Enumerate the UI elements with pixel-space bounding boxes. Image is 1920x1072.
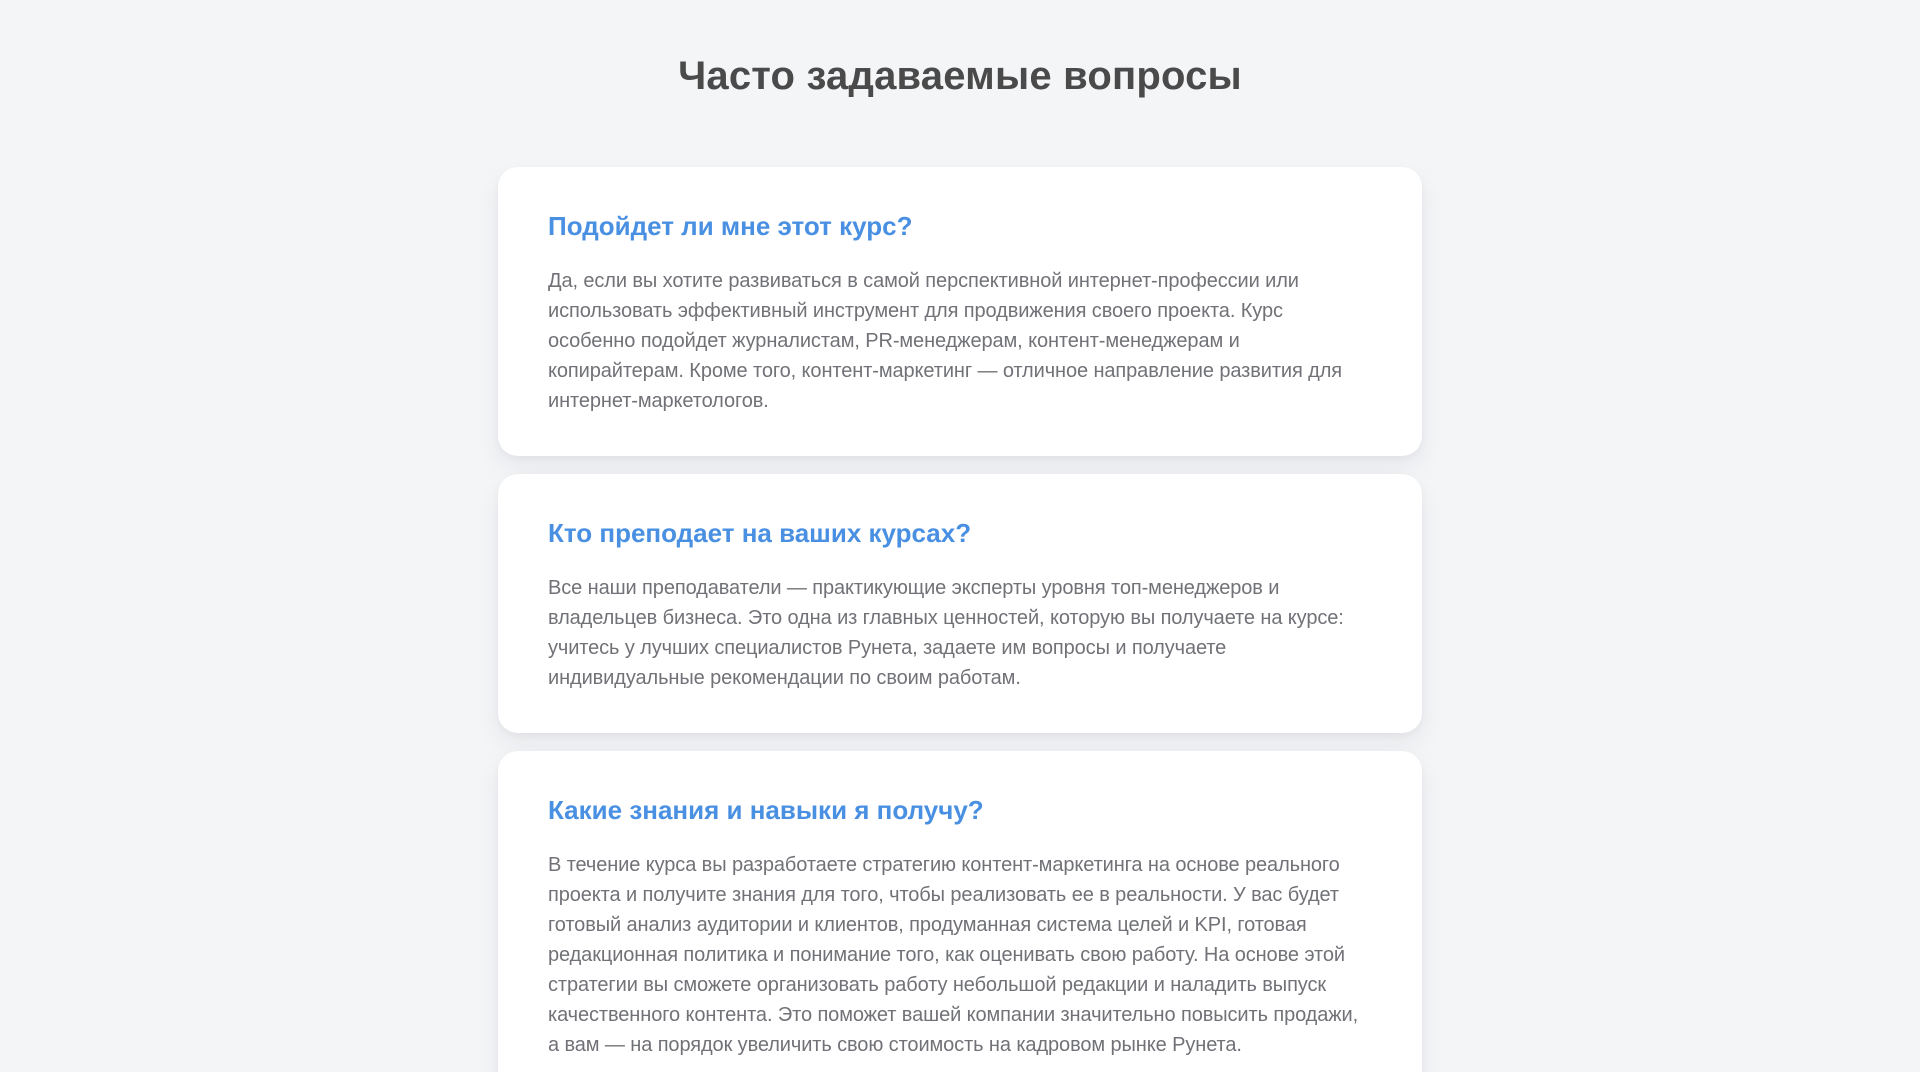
faq-list: [498, 167, 1422, 1072]
faq-question-course-fit[interactable]: Подойдет ли мне этот курс?: [548, 211, 913, 241]
faq-card: [498, 167, 1422, 456]
faq-answer: Да, если вы хотите развиваться в самой перспективной интернет-профессии или использовать эффективный инструмент для продвижения своего проекта. Курс особенно подойдет журналистам, PR-менеджерам, контент-менеджерам и копирайтерам. Кроме того, контент-маркетинг — отличное направление развития для интернет-маркетологов.: [548, 270, 1343, 412]
faq-question-skills[interactable]: Какие знания и навыки я получу?: [548, 795, 984, 825]
faq-answer: Все наши преподаватели — практикующие эксперты уровня топ-менеджеров и владельцев бизнеса. Это одна из главных ценностей, которую вы получаете на курсе: учитесь у лучших специалистов Рунета, задаете им вопросы и получаете индивидуальные рекомендации по своим работам.: [548, 577, 1344, 689]
faq-question-teachers[interactable]: Кто преподает на ваших курсах?: [548, 518, 972, 548]
page-title: Часто задаваемые вопросы: [678, 54, 1242, 98]
faq-card: [498, 751, 1422, 1072]
faq-answer: В течение курса вы разработаете стратегию контент-маркетинга на основе реального проекта и получите знания для того, чтобы реализовать ее в реальности. У вас будет готовый анализ аудитории и клиентов, продуманная система целей и KPI, готовая редакционная политика и понимание того, как оценивать свою работу. На основе этой стратегии вы сможете организовать работу небольшой редакции и наладить выпуск качественного контента. Это поможет вашей компании значительно повысить продажи, а вам — на порядок увеличить свою стоимость на кадровом рынке Рунета.: [548, 854, 1359, 1056]
faq-card: [498, 474, 1422, 733]
